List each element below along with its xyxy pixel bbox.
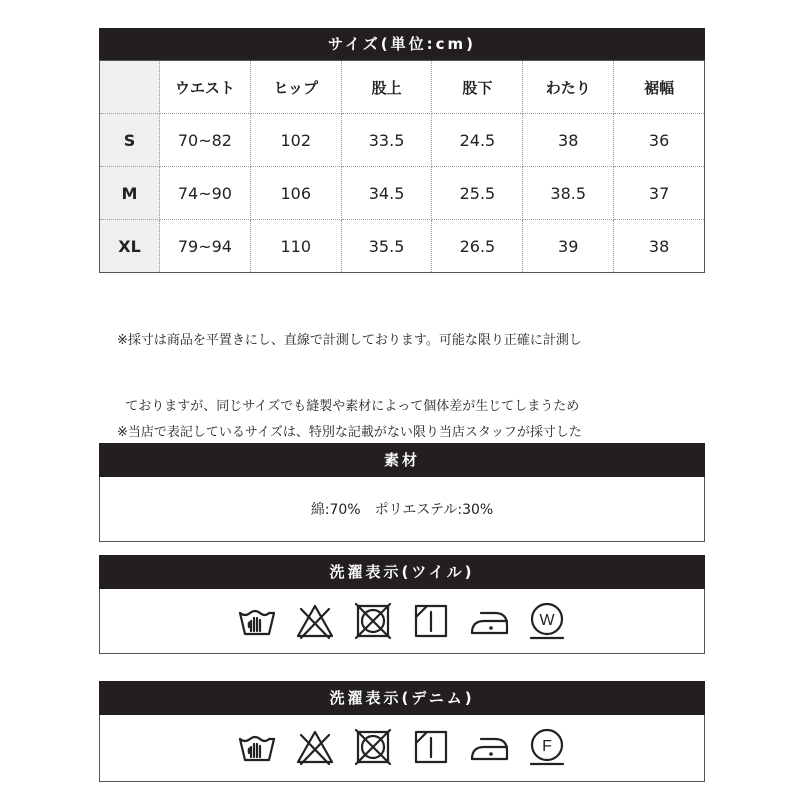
no-bleach-icon: [295, 727, 335, 767]
size-section-title: サイズ(単位:cm): [327, 35, 477, 53]
table-cell: 36: [614, 114, 705, 167]
table-cell: 37: [614, 167, 705, 220]
circle-letter: W: [539, 612, 555, 629]
table-cell: 38: [614, 220, 705, 273]
note-line: ておりますが、同じサイズでも縫製や素材によって個体差が生じてしまうため: [117, 399, 580, 414]
table-cell: 33.5: [341, 114, 432, 167]
table-cell: 110: [250, 220, 341, 273]
care-twill-header: [99, 555, 705, 589]
table-header-row: [100, 61, 705, 114]
table-cell: 79~94: [160, 220, 251, 273]
size-section-header: [99, 28, 705, 60]
care-denim-box: [99, 715, 705, 782]
table-cell: 26.5: [432, 220, 523, 273]
line-dry-shade-icon: [411, 601, 451, 641]
table-cell: 102: [250, 114, 341, 167]
iron-low-icon: [469, 727, 509, 767]
material-text: 綿:70% ポリエステル:30%: [310, 502, 494, 518]
size-label: XL: [100, 220, 160, 273]
care-twill-box: [99, 589, 705, 654]
column-header: ウエスト: [160, 61, 251, 114]
column-header: 股下: [432, 61, 523, 114]
material-box: [99, 477, 705, 542]
column-header: わたり: [523, 61, 614, 114]
material-section-header: [99, 443, 705, 477]
table-corner-cell: [100, 61, 160, 114]
note-line: ※当店で表記しているサイズは、特別な記載がない限り当店スタッフが採寸した: [117, 425, 582, 440]
size-table: [99, 60, 705, 273]
iron-low-icon: [469, 601, 509, 641]
size-label: S: [100, 114, 160, 167]
no-bleach-icon: [295, 601, 335, 641]
table-row: [100, 167, 705, 220]
circle-letter: F: [542, 738, 552, 755]
column-header: 裾幅: [614, 61, 705, 114]
table-cell: 38.5: [523, 167, 614, 220]
size-label: M: [100, 167, 160, 220]
table-cell: 34.5: [341, 167, 432, 220]
table-cell: 38: [523, 114, 614, 167]
table-cell: 25.5: [432, 167, 523, 220]
table-cell: 24.5: [432, 114, 523, 167]
table-row: [100, 220, 705, 273]
table-cell: 39: [523, 220, 614, 273]
column-header: 股上: [341, 61, 432, 114]
table-cell: 74~90: [160, 167, 251, 220]
table-cell: 70~82: [160, 114, 251, 167]
no-tumble-dry-icon: [353, 601, 393, 641]
table-cell: 35.5: [341, 220, 432, 273]
material-section-title: 素材: [383, 451, 420, 469]
care-denim-icons: [100, 727, 704, 767]
care-twill-title: 洗濯表示(ツイル): [329, 563, 475, 581]
care-denim-title: 洗濯表示(デニム): [329, 689, 475, 707]
dry-clean-f-icon: [527, 727, 567, 767]
wet-clean-icon: [527, 601, 567, 641]
line-dry-shade-icon: [411, 727, 451, 767]
care-twill-icons: [100, 601, 704, 641]
table-cell: 106: [250, 167, 341, 220]
table-row: [100, 114, 705, 167]
note-line: ※採寸は商品を平置きにし、直線で計測しております。可能な限り正確に計測し: [117, 333, 582, 348]
column-header: ヒップ: [250, 61, 341, 114]
hand-wash-icon: [237, 601, 277, 641]
care-denim-header: [99, 681, 705, 715]
hand-wash-icon: [237, 727, 277, 767]
no-tumble-dry-icon: [353, 727, 393, 767]
